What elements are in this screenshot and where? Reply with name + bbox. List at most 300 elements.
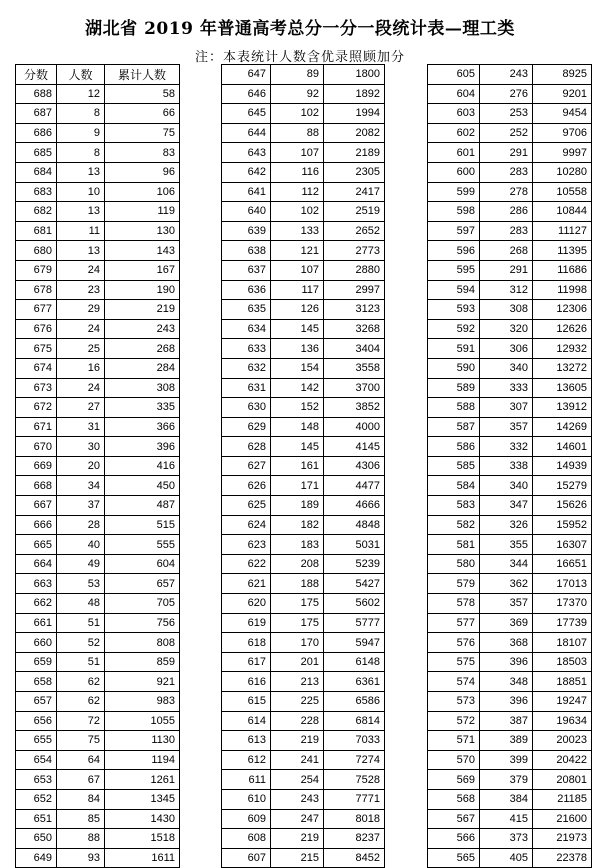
count-cell: 344: [480, 554, 533, 574]
header-cumulative: 累计人数: [105, 65, 180, 85]
score-cell: 671: [16, 417, 57, 437]
cumulative-cell: 4477: [324, 476, 385, 496]
count-cell: 312: [480, 280, 533, 300]
score-cell: 684: [16, 162, 57, 182]
table-row: [16, 84, 180, 104]
cumulative-cell: 17013: [533, 574, 592, 594]
score-cell: 615: [222, 692, 271, 712]
count-cell: 24: [57, 319, 105, 339]
cumulative-cell: 4000: [324, 417, 385, 437]
count-cell: 189: [271, 496, 324, 516]
table-row: [16, 848, 180, 868]
score-cell: 581: [428, 535, 480, 555]
table-row: [222, 65, 385, 85]
score-cell: 675: [16, 339, 57, 359]
score-cell: 679: [16, 260, 57, 280]
score-cell: 664: [16, 554, 57, 574]
count-cell: 121: [271, 241, 324, 261]
count-cell: 348: [480, 672, 533, 692]
count-cell: 241: [271, 750, 324, 770]
table-row: [16, 358, 180, 378]
score-cell: 674: [16, 358, 57, 378]
count-cell: 369: [480, 613, 533, 633]
table-row: [428, 554, 592, 574]
table-row: [428, 711, 592, 731]
score-cell: 627: [222, 456, 271, 476]
count-cell: 145: [271, 437, 324, 457]
count-cell: 340: [480, 476, 533, 496]
table-row: [16, 692, 180, 712]
table-row: [222, 417, 385, 437]
cumulative-cell: 12932: [533, 339, 592, 359]
cumulative-cell: 16307: [533, 535, 592, 555]
table-row: [428, 202, 592, 222]
table-row: [428, 398, 592, 418]
cumulative-cell: 10844: [533, 202, 592, 222]
count-cell: 8: [57, 143, 105, 163]
cumulative-cell: 2519: [324, 202, 385, 222]
table-row: [428, 535, 592, 555]
count-cell: 340: [480, 358, 533, 378]
cumulative-cell: 7274: [324, 750, 385, 770]
count-cell: 20: [57, 456, 105, 476]
count-cell: 84: [57, 789, 105, 809]
count-cell: 89: [271, 65, 324, 85]
cumulative-cell: 284: [105, 358, 180, 378]
count-cell: 37: [57, 496, 105, 516]
score-cell: 598: [428, 202, 480, 222]
score-cell: 638: [222, 241, 271, 261]
score-cell: 620: [222, 594, 271, 614]
count-cell: 126: [271, 300, 324, 320]
count-cell: 332: [480, 437, 533, 457]
cumulative-cell: 515: [105, 515, 180, 535]
cumulative-cell: 7033: [324, 731, 385, 751]
score-cell: 669: [16, 456, 57, 476]
count-cell: 213: [271, 672, 324, 692]
count-cell: 243: [480, 65, 533, 85]
cumulative-cell: 9706: [533, 123, 592, 143]
count-cell: 64: [57, 750, 105, 770]
cumulative-cell: 487: [105, 496, 180, 516]
score-cell: 688: [16, 84, 57, 104]
score-cell: 682: [16, 202, 57, 222]
header-score: 分数: [16, 65, 57, 85]
score-cell: 642: [222, 162, 271, 182]
count-cell: 25: [57, 339, 105, 359]
cumulative-cell: 5602: [324, 594, 385, 614]
table-row: [428, 633, 592, 653]
score-cell: 680: [16, 241, 57, 261]
count-cell: 276: [480, 84, 533, 104]
count-cell: 253: [480, 104, 533, 124]
count-cell: 283: [480, 221, 533, 241]
score-cell: 685: [16, 143, 57, 163]
table-row: [16, 711, 180, 731]
table-row: [222, 358, 385, 378]
score-cell: 596: [428, 241, 480, 261]
cumulative-cell: 66: [105, 104, 180, 124]
table-row: [222, 652, 385, 672]
table-row: [222, 672, 385, 692]
score-cell: 597: [428, 221, 480, 241]
table-row: [222, 319, 385, 339]
table-row: [222, 221, 385, 241]
table-row: [428, 574, 592, 594]
score-cell: 582: [428, 515, 480, 535]
score-cell: 602: [428, 123, 480, 143]
count-cell: 53: [57, 574, 105, 594]
score-cell: 586: [428, 437, 480, 457]
score-cell: 654: [16, 750, 57, 770]
score-cell: 580: [428, 554, 480, 574]
cumulative-cell: 12626: [533, 319, 592, 339]
table-row: [222, 162, 385, 182]
count-cell: 368: [480, 633, 533, 653]
count-cell: 40: [57, 535, 105, 555]
cumulative-cell: 143: [105, 241, 180, 261]
score-table-column-3: [427, 64, 592, 868]
table-row: [222, 515, 385, 535]
count-cell: 357: [480, 417, 533, 437]
table-row: [16, 672, 180, 692]
cumulative-cell: 4848: [324, 515, 385, 535]
score-cell: 651: [16, 809, 57, 829]
table-row: [428, 809, 592, 829]
cumulative-cell: 6586: [324, 692, 385, 712]
score-cell: 624: [222, 515, 271, 535]
score-cell: 667: [16, 496, 57, 516]
count-cell: 170: [271, 633, 324, 653]
count-cell: 34: [57, 476, 105, 496]
score-cell: 658: [16, 672, 57, 692]
score-cell: 662: [16, 594, 57, 614]
cumulative-cell: 5239: [324, 554, 385, 574]
count-cell: 219: [271, 731, 324, 751]
cumulative-cell: 1994: [324, 104, 385, 124]
score-cell: 647: [222, 65, 271, 85]
table-row: [222, 848, 385, 868]
cumulative-cell: 3700: [324, 378, 385, 398]
cumulative-cell: 268: [105, 339, 180, 359]
count-cell: 28: [57, 515, 105, 535]
cumulative-cell: 756: [105, 613, 180, 633]
score-cell: 616: [222, 672, 271, 692]
score-cell: 686: [16, 123, 57, 143]
table-row: [428, 65, 592, 85]
score-cell: 640: [222, 202, 271, 222]
cumulative-cell: 6148: [324, 652, 385, 672]
count-cell: 136: [271, 339, 324, 359]
count-cell: 286: [480, 202, 533, 222]
cumulative-cell: 14601: [533, 437, 592, 457]
cumulative-cell: 416: [105, 456, 180, 476]
count-cell: 10: [57, 182, 105, 202]
cumulative-cell: 3558: [324, 358, 385, 378]
cumulative-cell: 17739: [533, 613, 592, 633]
cumulative-cell: 859: [105, 652, 180, 672]
score-cell: 566: [428, 829, 480, 849]
count-cell: 23: [57, 280, 105, 300]
table-row: [16, 280, 180, 300]
cumulative-cell: 14939: [533, 456, 592, 476]
table-row: [222, 182, 385, 202]
table-row: [428, 515, 592, 535]
count-cell: 182: [271, 515, 324, 535]
count-cell: 51: [57, 613, 105, 633]
cumulative-cell: 1518: [105, 829, 180, 849]
table-row: [16, 731, 180, 751]
table-row: [428, 848, 592, 868]
page-title: 湖北省 2019 年普通高考总分一分一段统计表—理工类: [85, 19, 515, 39]
count-cell: 373: [480, 829, 533, 849]
score-cell: 593: [428, 300, 480, 320]
header-count: 人数: [57, 65, 105, 85]
cumulative-cell: 130: [105, 221, 180, 241]
cumulative-cell: 3123: [324, 300, 385, 320]
count-cell: 183: [271, 535, 324, 555]
score-cell: 570: [428, 750, 480, 770]
score-cell: 623: [222, 535, 271, 555]
table-row: [222, 692, 385, 712]
cumulative-cell: 219: [105, 300, 180, 320]
table-row: [428, 358, 592, 378]
table-row: [16, 535, 180, 555]
table-row: [222, 594, 385, 614]
count-cell: 67: [57, 770, 105, 790]
score-cell: 687: [16, 104, 57, 124]
count-cell: 12: [57, 84, 105, 104]
score-cell: 572: [428, 711, 480, 731]
cumulative-cell: 13605: [533, 378, 592, 398]
count-cell: 48: [57, 594, 105, 614]
count-cell: 161: [271, 456, 324, 476]
count-cell: 219: [271, 829, 324, 849]
count-cell: 13: [57, 162, 105, 182]
score-cell: 672: [16, 398, 57, 418]
table-row: [16, 104, 180, 124]
table-note: 注：本表统计人数含优录照顾加分: [194, 50, 405, 65]
count-cell: 225: [271, 692, 324, 712]
cumulative-cell: 10558: [533, 182, 592, 202]
score-cell: 632: [222, 358, 271, 378]
cumulative-cell: 5427: [324, 574, 385, 594]
count-cell: 243: [271, 789, 324, 809]
score-cell: 678: [16, 280, 57, 300]
count-cell: 16: [57, 358, 105, 378]
cumulative-cell: 17370: [533, 594, 592, 614]
score-cell: 673: [16, 378, 57, 398]
cumulative-cell: 15279: [533, 476, 592, 496]
cumulative-cell: 9997: [533, 143, 592, 163]
score-cell: 621: [222, 574, 271, 594]
count-cell: 29: [57, 300, 105, 320]
cumulative-cell: 22378: [533, 848, 592, 868]
count-cell: 27: [57, 398, 105, 418]
score-cell: 576: [428, 633, 480, 653]
score-cell: 666: [16, 515, 57, 535]
count-cell: 405: [480, 848, 533, 868]
cumulative-cell: 11998: [533, 280, 592, 300]
score-cell: 663: [16, 574, 57, 594]
table-row: [222, 535, 385, 555]
cumulative-cell: 11127: [533, 221, 592, 241]
score-cell: 681: [16, 221, 57, 241]
cumulative-cell: 366: [105, 417, 180, 437]
count-cell: 62: [57, 692, 105, 712]
table-row: [222, 241, 385, 261]
score-cell: 630: [222, 398, 271, 418]
score-cell: 585: [428, 456, 480, 476]
count-cell: 72: [57, 711, 105, 731]
cumulative-cell: 604: [105, 554, 180, 574]
cumulative-cell: 657: [105, 574, 180, 594]
score-cell: 677: [16, 300, 57, 320]
cumulative-cell: 10280: [533, 162, 592, 182]
cumulative-cell: 1892: [324, 84, 385, 104]
score-cell: 612: [222, 750, 271, 770]
table-row: [428, 476, 592, 496]
count-cell: 62: [57, 672, 105, 692]
score-cell: 636: [222, 280, 271, 300]
score-cell: 660: [16, 633, 57, 653]
table-row: [16, 750, 180, 770]
score-cell: 625: [222, 496, 271, 516]
count-cell: 347: [480, 496, 533, 516]
cumulative-cell: 1345: [105, 789, 180, 809]
table-row: [16, 319, 180, 339]
table-row: [428, 672, 592, 692]
cumulative-cell: 6361: [324, 672, 385, 692]
cumulative-cell: 21600: [533, 809, 592, 829]
table-row: [428, 104, 592, 124]
count-cell: 30: [57, 437, 105, 457]
score-cell: 646: [222, 84, 271, 104]
count-cell: 13: [57, 241, 105, 261]
score-cell: 613: [222, 731, 271, 751]
score-cell: 604: [428, 84, 480, 104]
table-row: [16, 182, 180, 202]
table-row: [428, 221, 592, 241]
score-cell: 641: [222, 182, 271, 202]
count-cell: 362: [480, 574, 533, 594]
score-cell: 592: [428, 319, 480, 339]
cumulative-cell: 83: [105, 143, 180, 163]
table-row: [16, 456, 180, 476]
cumulative-cell: 18107: [533, 633, 592, 653]
count-cell: 307: [480, 398, 533, 418]
score-cell: 565: [428, 848, 480, 868]
count-cell: 278: [480, 182, 533, 202]
table-row: [222, 613, 385, 633]
cumulative-cell: 15952: [533, 515, 592, 535]
table-row: [428, 280, 592, 300]
count-cell: 175: [271, 613, 324, 633]
score-cell: 683: [16, 182, 57, 202]
table-row: [428, 84, 592, 104]
score-cell: 600: [428, 162, 480, 182]
table-row: [428, 594, 592, 614]
cumulative-cell: 13912: [533, 398, 592, 418]
table-row: [222, 574, 385, 594]
score-cell: 622: [222, 554, 271, 574]
table-row: [16, 789, 180, 809]
score-cell: 639: [222, 221, 271, 241]
score-cell: 628: [222, 437, 271, 457]
count-cell: 75: [57, 731, 105, 751]
count-cell: 52: [57, 633, 105, 653]
count-cell: 384: [480, 789, 533, 809]
cumulative-cell: 21973: [533, 829, 592, 849]
score-cell: 589: [428, 378, 480, 398]
count-cell: 148: [271, 417, 324, 437]
count-cell: 107: [271, 260, 324, 280]
cumulative-cell: 8925: [533, 65, 592, 85]
table-row: [16, 221, 180, 241]
score-cell: 590: [428, 358, 480, 378]
table-row: [428, 613, 592, 633]
score-cell: 657: [16, 692, 57, 712]
score-cell: 619: [222, 613, 271, 633]
cumulative-cell: 2417: [324, 182, 385, 202]
table-row: [428, 260, 592, 280]
score-cell: 599: [428, 182, 480, 202]
table-row: [16, 378, 180, 398]
score-cell: 618: [222, 633, 271, 653]
cumulative-cell: 808: [105, 633, 180, 653]
cumulative-cell: 9454: [533, 104, 592, 124]
count-cell: 145: [271, 319, 324, 339]
count-cell: 31: [57, 417, 105, 437]
table-row: [428, 182, 592, 202]
table-row: [428, 750, 592, 770]
table-row: [16, 123, 180, 143]
score-cell: 595: [428, 260, 480, 280]
table-row: [222, 731, 385, 751]
cumulative-cell: 8452: [324, 848, 385, 868]
table-row: [222, 123, 385, 143]
cumulative-cell: 4666: [324, 496, 385, 516]
cumulative-cell: 11395: [533, 241, 592, 261]
score-cell: 583: [428, 496, 480, 516]
count-cell: 396: [480, 652, 533, 672]
score-cell: 567: [428, 809, 480, 829]
table-row: [16, 162, 180, 182]
cumulative-cell: 8018: [324, 809, 385, 829]
count-cell: 11: [57, 221, 105, 241]
cumulative-cell: 3852: [324, 398, 385, 418]
table-row: [428, 300, 592, 320]
table-row: [222, 104, 385, 124]
cumulative-cell: 5947: [324, 633, 385, 653]
cumulative-cell: 396: [105, 437, 180, 457]
table-row: [222, 476, 385, 496]
cumulative-cell: 119: [105, 202, 180, 222]
table-row: [222, 750, 385, 770]
cumulative-cell: 555: [105, 535, 180, 555]
table-row: [428, 731, 592, 751]
cumulative-cell: 5777: [324, 613, 385, 633]
score-cell: 649: [16, 848, 57, 868]
score-cell: 594: [428, 280, 480, 300]
count-cell: 142: [271, 378, 324, 398]
count-cell: 252: [480, 123, 533, 143]
cumulative-cell: 11686: [533, 260, 592, 280]
count-cell: 49: [57, 554, 105, 574]
cumulative-cell: 335: [105, 398, 180, 418]
table-row: [16, 554, 180, 574]
table-row: [222, 339, 385, 359]
